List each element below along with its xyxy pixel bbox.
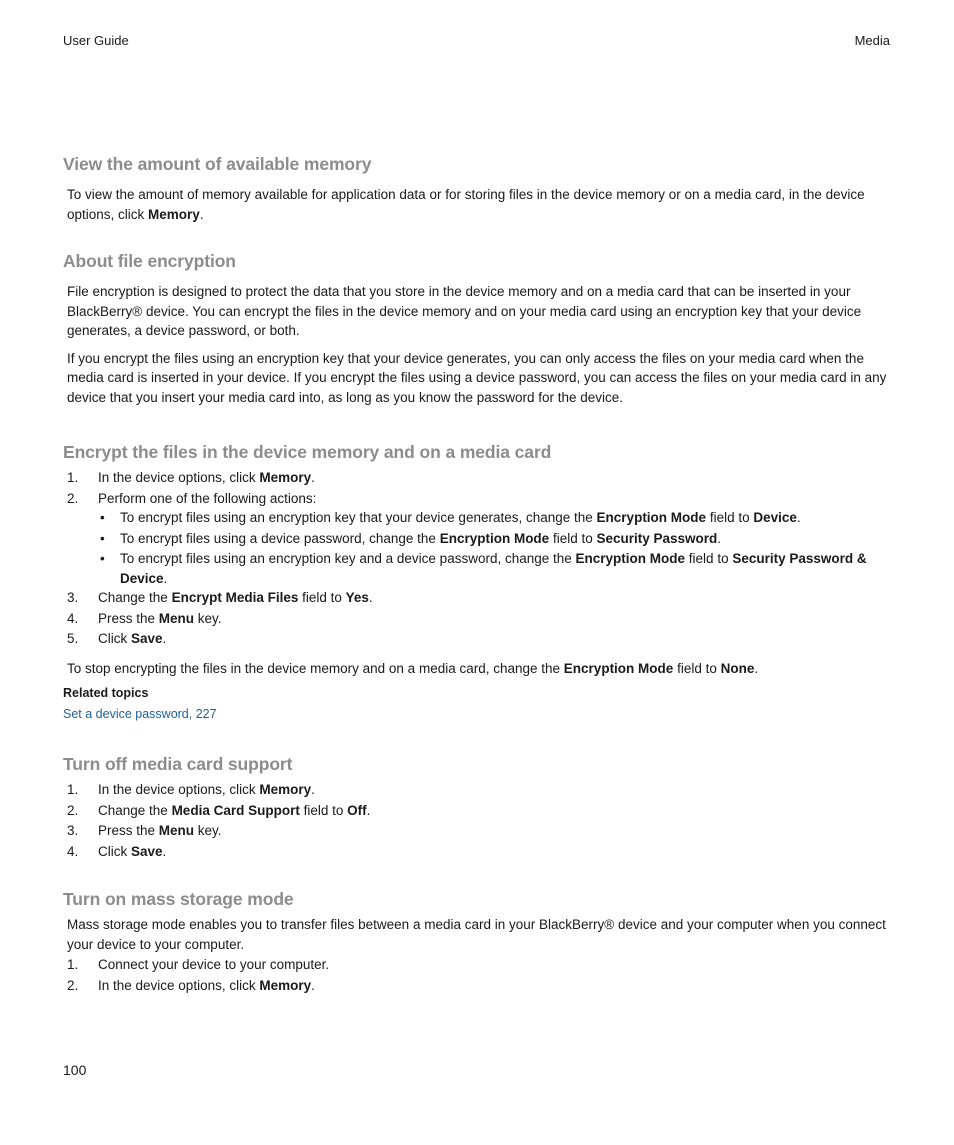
running-header-title: User Guide xyxy=(63,33,129,48)
section-mass-storage xyxy=(63,887,891,996)
list-item: • To encrypt files using an encryption key that your device generates, change the Encryption Mode field to Device. xyxy=(100,510,801,525)
related-topics-title: Related topics xyxy=(63,686,149,700)
page-number: 100 xyxy=(63,1062,87,1078)
steps-list xyxy=(63,468,891,650)
paragraph: File encryption is designed to protect the data that you store in the device memory and on a media card that can be inserted in your BlackBerry® device. You can encrypt the files in the device memory and on your media card using an encryption key that your device generates, a device password, or both. xyxy=(67,284,862,338)
list-item: • To encrypt files using an encryption key and a device password, change the Encryption Mode field to Security Password & Device. xyxy=(100,551,867,586)
steps-list xyxy=(63,955,891,996)
section-encrypt-files xyxy=(63,440,891,724)
list-item: 5. Click Save. xyxy=(67,631,167,646)
paragraph: Mass storage mode enables you to transfer files between a media card in your BlackBerry® device and your computer when you connect your device to your computer. xyxy=(67,917,886,952)
list-item: 1. Connect your device to your computer. xyxy=(67,957,330,972)
paragraph: To view the amount of memory available for application data or for storing files in the device memory or on a media card, in the device options, click Memory. xyxy=(67,187,865,222)
list-item: 2. Perform one of the following actions: • To encrypt files using an encryption key that your device generates, change the Encryption Mode field to Device. • To encrypt files using a device password, change the Encryption Mode field to Security Password. • To encrypt files using an encryption key and a device password, change the Encryption Mode field to Security Password & Device. xyxy=(67,489,891,589)
list-item: 1. In the device options, click Memory. xyxy=(67,782,315,797)
list-item: • To encrypt files using a device password, change the Encryption Mode field to Security Password. xyxy=(100,530,722,546)
paragraph: To stop encrypting the files in the device memory and on a media card, change the Encryption Mode field to None. xyxy=(67,660,759,676)
steps-list xyxy=(63,780,891,862)
section-media-card-support xyxy=(63,752,891,862)
section-heading: Turn off media card support xyxy=(63,754,293,774)
section-available-memory xyxy=(63,152,891,224)
list-item: 3. Change the Encrypt Media Files field to Yes. xyxy=(67,590,373,605)
list-item: 2. Change the Media Card Support field to Off. xyxy=(67,802,371,818)
running-header-section: Media xyxy=(854,33,890,48)
related-topic-link[interactable]: Set a device password, 227 xyxy=(63,706,217,721)
list-item: 4. Click Save. xyxy=(67,843,167,859)
section-heading: About file encryption xyxy=(63,251,236,271)
section-heading: Turn on mass storage mode xyxy=(63,889,294,909)
section-heading: Encrypt the files in the device memory and on a media card xyxy=(63,442,552,462)
list-item: 1. In the device options, click Memory. xyxy=(67,470,315,485)
list-item: 3. Press the Menu key. xyxy=(67,823,222,838)
related-topics xyxy=(63,684,891,724)
list-item: 4. Press the Menu key. xyxy=(67,610,222,626)
section-heading: View the amount of available memory xyxy=(63,154,372,174)
section-file-encryption xyxy=(63,249,891,407)
bullet-list xyxy=(98,508,891,588)
paragraph: If you encrypt the files using an encryption key that your device generates, you can only access the files on your media card when the media card is inserted in your device. If you encrypt the files using a device password, you can access the files on your media card in any device that you insert your media card into, as long as you know the password for the device. xyxy=(67,350,887,405)
list-item: 2. In the device options, click Memory. xyxy=(67,977,315,993)
